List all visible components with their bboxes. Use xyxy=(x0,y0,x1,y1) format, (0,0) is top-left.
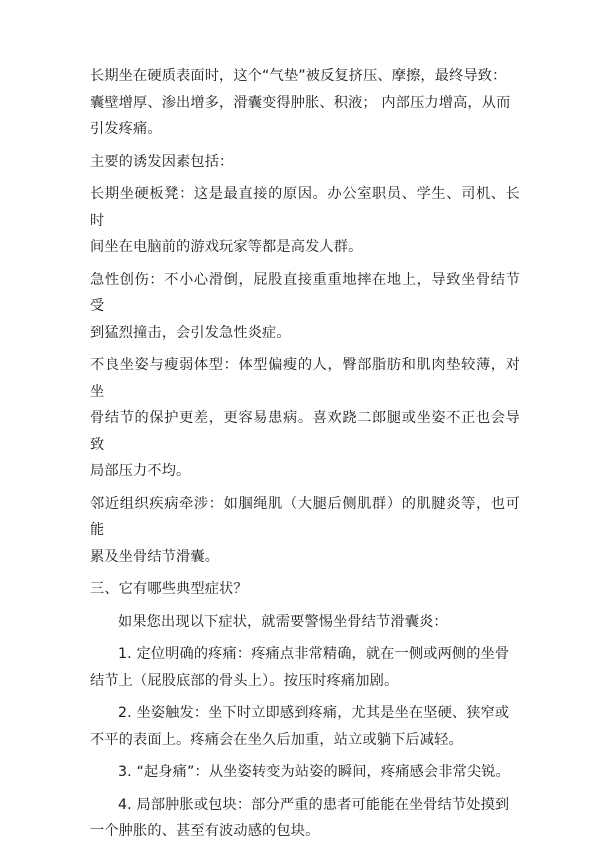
text-line: 3. “起身痛”：从坐姿转变为站姿的瞬间，疼痛感会非常尖锐。 xyxy=(118,764,510,780)
paragraph-intro xyxy=(90,63,520,143)
text-line: 囊壁增厚、渗出增多，滑囊变得肿胀、积液； 内部压力增高，从而 xyxy=(90,94,511,111)
text-line: 局部压力不均。 xyxy=(90,463,191,479)
text-line: 到猛烈撞击，会引发急性炎症。 xyxy=(90,324,291,341)
list-item-symptom-2 xyxy=(90,700,520,753)
text-line: 主要的诱发因素包括： xyxy=(90,153,234,170)
text-line: 急性创伤：不小心滑倒，屁股直接重重地摔在地上，导致坐骨结节受 xyxy=(90,271,520,314)
list-item-symptom-1 xyxy=(90,641,520,694)
text-line: 长期坐硬板凳：这是最直接的原因。办公室职员、学生、司机、长时 xyxy=(90,186,520,229)
section-3-heading xyxy=(90,576,520,603)
text-line: 三、它有哪些典型症状？ xyxy=(90,581,248,597)
paragraph-symptoms-intro xyxy=(90,609,520,636)
paragraph-cause-3 xyxy=(90,352,520,485)
text-line: 引发疼痛。 xyxy=(90,121,162,137)
text-line: 一个肿胀的、甚至有波动感的包块。 xyxy=(90,823,320,839)
text-line: 如果您出现以下症状，就需要警惕坐骨结节滑囊炎： xyxy=(118,613,448,630)
text-line: 2. 坐姿触发：坐下时立即感到疼痛，尤其是坐在坚硬、狭窄或 xyxy=(118,705,510,721)
text-line: 累及坐骨结节滑囊。 xyxy=(90,548,220,565)
document-page xyxy=(90,63,520,851)
text-line: 邻近组织疾病牵涉：如腘绳肌（大腿后侧肌群）的肌腱炎等，也可能 xyxy=(90,495,520,538)
text-line: 不平的表面上。疼痛会在坐久后加重，站立或躺下后减轻。 xyxy=(90,731,463,748)
text-line: 间坐在电脑前的游戏玩家等都是高发人群。 xyxy=(90,239,363,255)
paragraph-cause-1 xyxy=(90,181,520,261)
causes-heading xyxy=(90,149,520,176)
text-line: 骨结节的保护更差，更容易患病。喜欢跷二郎腿或坐姿不正也会导致 xyxy=(90,410,520,453)
text-line: 4. 局部肿胀或包块：部分严重的患者可能能在坐骨结节处摸到 xyxy=(118,796,510,813)
paragraph-cause-4 xyxy=(90,491,520,571)
text-line: 不良坐姿与瘦弱体型：体型偏瘦的人，臀部脂肪和肌肉垫较薄，对坐 xyxy=(90,357,520,400)
text-line: 结节上（屁股底部的骨头上）。按压时疼痛加剧。 xyxy=(90,672,399,689)
text-line: 1. 定位明确的疼痛：疼痛点非常精确，就在一侧或两侧的坐骨 xyxy=(118,646,510,662)
paragraph-cause-2 xyxy=(90,267,520,347)
list-item-symptom-4 xyxy=(90,792,520,845)
text-line: 长期坐在硬质表面时，这个“气垫”被反复挤压、摩擦，最终导致： xyxy=(90,68,507,84)
list-item-symptom-3 xyxy=(90,759,520,786)
